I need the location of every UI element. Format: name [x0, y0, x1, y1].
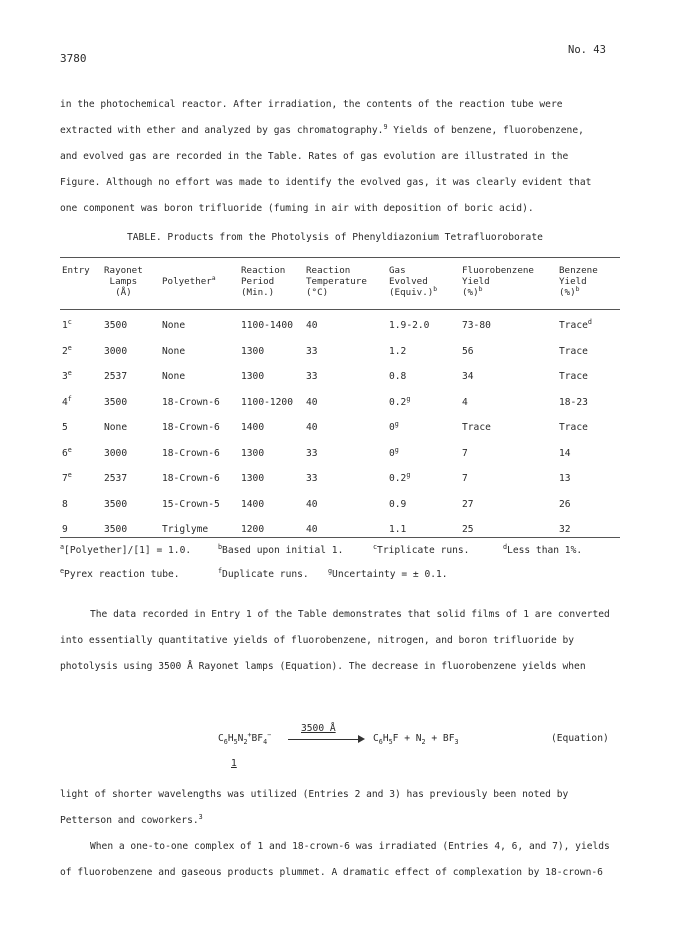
footnote: $^d$Less than 1%.: [503, 542, 583, 556]
intro-paragraph: [60, 92, 620, 222]
footnote: $^b$Based upon initial 1.: [218, 542, 344, 556]
cell-period: 1300: [241, 345, 265, 357]
cell-benzene: Trace: [559, 345, 588, 357]
text-line: light of shorter wavelengths was utilized (Entries 2 and 3) has previously been noted by: [60, 789, 569, 800]
header-benzene: Benzene Yield (%)$^b$: [559, 265, 598, 298]
cell-fluorobenzene: 7: [462, 473, 468, 484]
cell-polyether: 18-Crown-6: [162, 396, 220, 408]
cell-period: 1300: [241, 473, 265, 484]
cell-lamps: 3500: [104, 320, 128, 331]
cell-lamps: 3000: [104, 345, 128, 357]
cell-gas: 0.2$^g$: [389, 394, 411, 408]
cell-gas: 1.2: [389, 345, 407, 357]
cell-lamps: None: [104, 422, 128, 433]
cell-period: 1300: [241, 447, 265, 459]
cell-period: 1100-1400: [241, 320, 293, 331]
cell-temperature: 40: [306, 498, 318, 510]
page-number: 3780: [60, 52, 87, 65]
cell-gas: 1.1: [389, 524, 407, 535]
cell-entry: 1$^c$: [62, 317, 72, 331]
cell-polyether: Triglyme: [162, 524, 209, 535]
text-line: The data recorded in Entry 1 of the Table demonstrates that solid films of 1 are converted: [90, 609, 610, 620]
cell-fluorobenzene: 73-80: [462, 320, 491, 331]
cell-lamps: 3500: [104, 498, 128, 510]
cell-lamps: 2537: [104, 473, 128, 484]
footnote: $^f$Duplicate runs.: [218, 566, 309, 580]
footnote: $^e$Pyrex reaction tube.: [60, 566, 180, 580]
footnote: $^a$[Polyether]/[1] = 1.0.: [60, 542, 192, 556]
cell-fluorobenzene: Trace: [462, 422, 491, 433]
cell-polyether: 18-Crown-6: [162, 473, 220, 484]
header-entry: Entry: [62, 265, 90, 276]
equation-compound-label: 1: [231, 758, 237, 769]
cell-period: 1400: [241, 498, 265, 510]
cell-entry: 9: [62, 524, 68, 535]
table-top-rule: [60, 257, 620, 258]
header-fluorobenzene: Fluorobenzene Yield (%)$^b$: [462, 265, 534, 298]
equation-tag: (Equation): [551, 733, 609, 744]
cell-entry: 2e: [62, 343, 72, 357]
cell-lamps: 3500: [104, 524, 128, 535]
cell-temperature: 33: [306, 473, 318, 484]
cell-entry: 5: [62, 422, 68, 433]
cell-benzene: Trace: [559, 371, 588, 382]
cell-fluorobenzene: 34: [462, 371, 474, 382]
header-polyether: Polyether$^a$: [162, 273, 216, 287]
cell-lamps: 3500: [104, 396, 128, 408]
text-line: photolysis using 3500 Å Rayonet lamps (Equation). The decrease in fluorobenzene yields when: [60, 661, 586, 672]
text-line: extracted with ether and analyzed by gas chromatography.$^9$ Yields of benzene, fluorobenzene,: [60, 122, 584, 136]
header-temperature: Reaction Temperature (°C): [306, 265, 367, 298]
cell-gas: 0$^g$: [389, 419, 399, 433]
text-line: Figure. Although no effort was made to identify the evolved gas, it was clearly evident that: [60, 177, 592, 188]
cell-period: 1200: [241, 524, 265, 535]
cell-temperature: 40: [306, 396, 318, 408]
table-caption: TABLE. Products from the Photolysis of Phenyldiazonium Tetrafluoroborate: [127, 232, 543, 243]
footnote: $^g$Uncertainty = ± 0.1.: [328, 566, 448, 580]
cell-benzene: Trace$^d$: [559, 317, 592, 331]
cell-period: 1300: [241, 371, 265, 382]
cell-temperature: 40: [306, 524, 318, 535]
cell-lamps: 2537: [104, 371, 128, 382]
cell-entry: 8: [62, 498, 68, 510]
text-line: Petterson and coworkers.$^3$: [60, 812, 203, 826]
cell-gas: 0$^g$: [389, 445, 399, 459]
cell-temperature: 40: [306, 320, 318, 331]
cell-benzene: 14: [559, 447, 571, 459]
cell-benzene: 26: [559, 498, 571, 510]
cell-entry: 4$^f$: [62, 394, 72, 408]
text-line: in the photochemical reactor. After irradiation, the contents of the reaction tube were: [60, 99, 563, 110]
header-lamps: Rayonet Lamps (Å): [104, 265, 143, 298]
cell-polyether: 15-Crown-5: [162, 498, 220, 510]
cell-fluorobenzene: 4: [462, 396, 468, 408]
cell-polyether: None: [162, 345, 186, 357]
cell-period: 1400: [241, 422, 265, 433]
table-header-rule: [60, 309, 620, 310]
cell-polyether: None: [162, 371, 186, 382]
cell-benzene: 18-23: [559, 396, 588, 408]
cell-gas: 0.8: [389, 371, 407, 382]
equation-reactant: $C_6H_5N_2^+BF_4^-$: [218, 730, 272, 746]
cell-gas: 0.9: [389, 498, 407, 510]
body-paragraph: [60, 602, 620, 680]
cell-polyether: None: [162, 320, 186, 331]
text-line: and evolved gas are recorded in the Table. Rates of gas evolution are illustrated in the: [60, 151, 569, 162]
reaction-arrow: [288, 739, 360, 740]
cell-temperature: 33: [306, 447, 318, 459]
cell-temperature: 33: [306, 345, 318, 357]
cell-entry: 6e: [62, 445, 72, 459]
footnote: $^c$Triplicate runs.: [373, 542, 470, 556]
cell-benzene: 13: [559, 473, 571, 484]
text-line: of fluorobenzene and gaseous products plummet. A dramatic effect of complexation by 18-crown-6: [60, 867, 603, 878]
closing-paragraph: [60, 782, 620, 886]
cell-benzene: Trace: [559, 422, 588, 433]
cell-fluorobenzene: 56: [462, 345, 474, 357]
header-gas: Gas Evolved (Equiv.)$^b$: [389, 265, 438, 298]
cell-benzene: 32: [559, 524, 571, 535]
text-line: one component was boron trifluoride (fuming in air with deposition of boric acid).: [60, 203, 534, 214]
cell-temperature: 33: [306, 371, 318, 382]
cell-polyether: 18-Crown-6: [162, 422, 220, 433]
cell-lamps: 3000: [104, 447, 128, 459]
cell-fluorobenzene: 7: [462, 447, 468, 459]
journal-issue: No. 43: [568, 44, 606, 56]
cell-period: 1100-1200: [241, 396, 293, 408]
cell-gas: 0.2$^g$: [389, 470, 411, 484]
text-line: When a one-to-one complex of 1 and 18-crown-6 was irradiated (Entries 4, 6, and 7), yields: [90, 841, 610, 852]
header-period: Reaction Period (Min.): [241, 265, 286, 298]
table-bottom-rule: [60, 537, 620, 538]
reaction-arrow-head: [358, 735, 365, 743]
cell-temperature: 40: [306, 422, 318, 433]
cell-fluorobenzene: 27: [462, 498, 474, 510]
equation-arrow-label: 3500 Å: [301, 723, 336, 734]
cell-gas: 1.9-2.0: [389, 320, 430, 331]
cell-entry: 7e: [62, 470, 72, 484]
cell-entry: 3e: [62, 368, 72, 382]
cell-fluorobenzene: 25: [462, 524, 474, 535]
cell-polyether: 18-Crown-6: [162, 447, 220, 459]
equation-products: $C_6H_5F + N_2 + BF_3$: [373, 733, 459, 746]
text-line: into essentially quantitative yields of fluorobenzene, nitrogen, and boron trifluoride by: [60, 635, 575, 646]
